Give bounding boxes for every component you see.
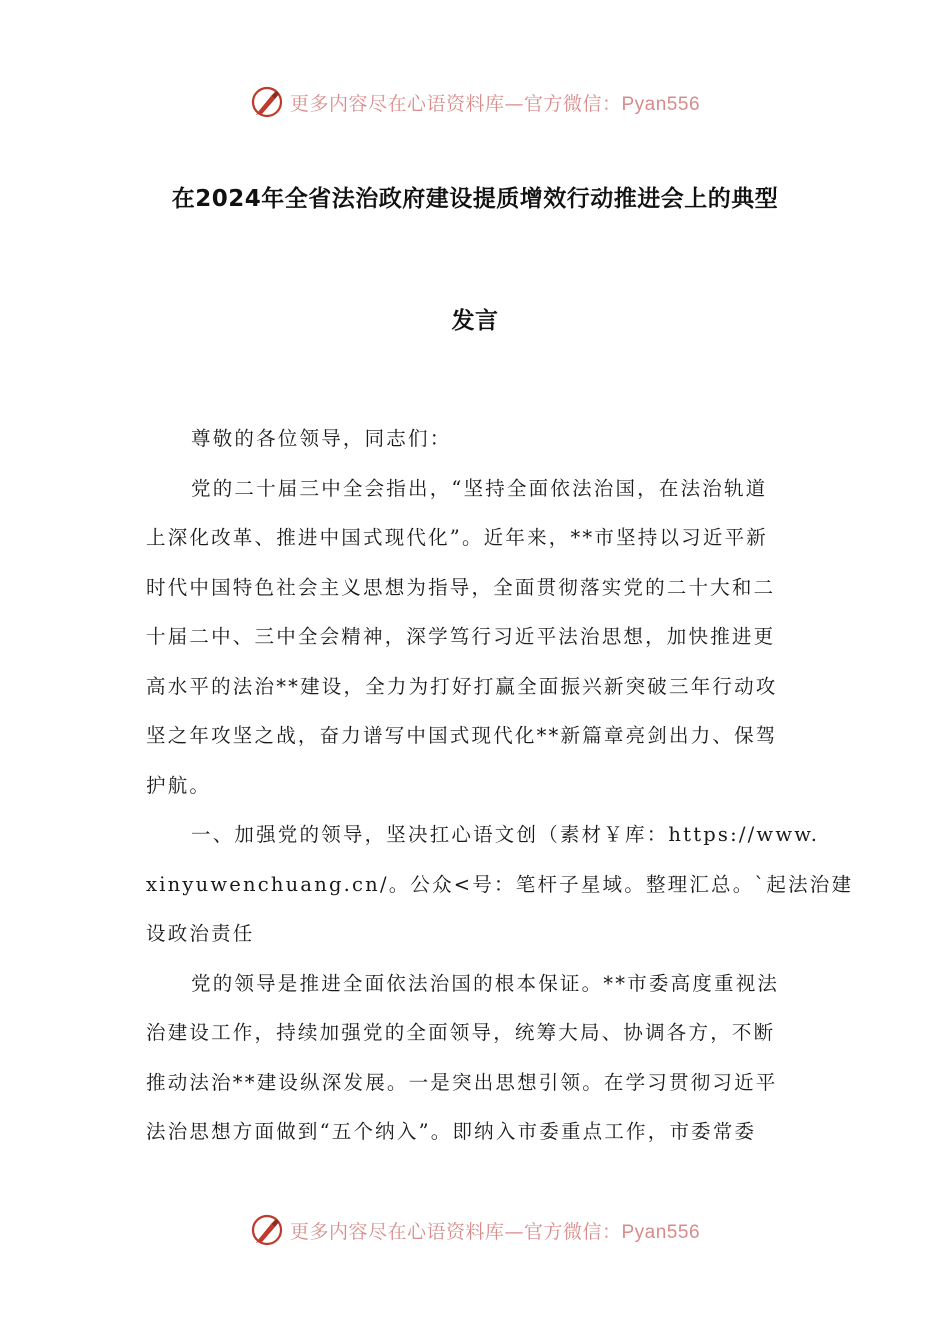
text-line: 设政治责任 [146,922,255,945]
text-line: 治建设工作，持续加强党的全面领导，统筹大局、协调各方，不断 [146,1021,776,1044]
watermark-text: 更多内容尽在心语资料库—官方微信： [289,92,622,115]
text-line: 法治思想方面做到“五个纳入”。即纳入市委重点工作，市委常委 [146,1120,757,1143]
paragraph-1 [146,464,806,811]
text-line: 党的二十届三中全会指出，“坚持全面依法治国，在法治轨道 [191,476,768,500]
paragraph-2 [146,959,806,1157]
pen-logo-icon [250,85,284,119]
section-heading-1 [146,810,854,959]
document-title-line-2: 发言 [451,308,499,334]
document-title-line-1: 在2024年全省法治政府建设提质增效行动推进会上的典型 [171,186,779,212]
text-line: 上深化改革、推进中国式现代化”。近年来，**市坚持以习近平新 [146,526,768,549]
watermark-text: 更多内容尽在心语资料库—官方微信： [289,1220,622,1243]
watermark-banner-top [0,82,950,122]
text-line: 党的领导是推进全面依法治国的根本保证。**市委高度重视法 [191,971,780,995]
text-line: 坚之年攻坚之战，奋力谱写中国式现代化**新篇章亮剑出力、保驾 [146,724,778,747]
salutation: 尊敬的各位领导，同志们： [191,427,452,450]
watermark-handle: Pyan556 [621,1221,701,1243]
text-line: 高水平的法治**建设，全力为打好打赢全面振兴新突破三年行动攻 [146,674,778,698]
document-body [146,414,854,1157]
text-line: 护航。 [146,773,212,797]
text-line: 十届二中、三中全会精神，深学笃行习近平法治思想，加快推进更 [146,625,776,648]
text-line: 时代中国特色社会主义思想为指导，全面贯彻落实党的二十大和二 [146,575,776,599]
text-line: 一、加强党的领导，坚决扛心语文创（素材￥库：https://www. [191,823,820,846]
text-line: xinyuwenchuang.cn/。公众<号：笔杆子星域。整理汇总。`起法治建 [146,872,854,896]
watermark-handle: Pyan556 [621,93,701,115]
pen-logo-icon [250,1213,284,1247]
text-line: 推动法治**建设纵深发展。一是突出思想引领。在学习贯彻习近平 [146,1070,778,1094]
watermark-banner-bottom [0,1210,950,1250]
